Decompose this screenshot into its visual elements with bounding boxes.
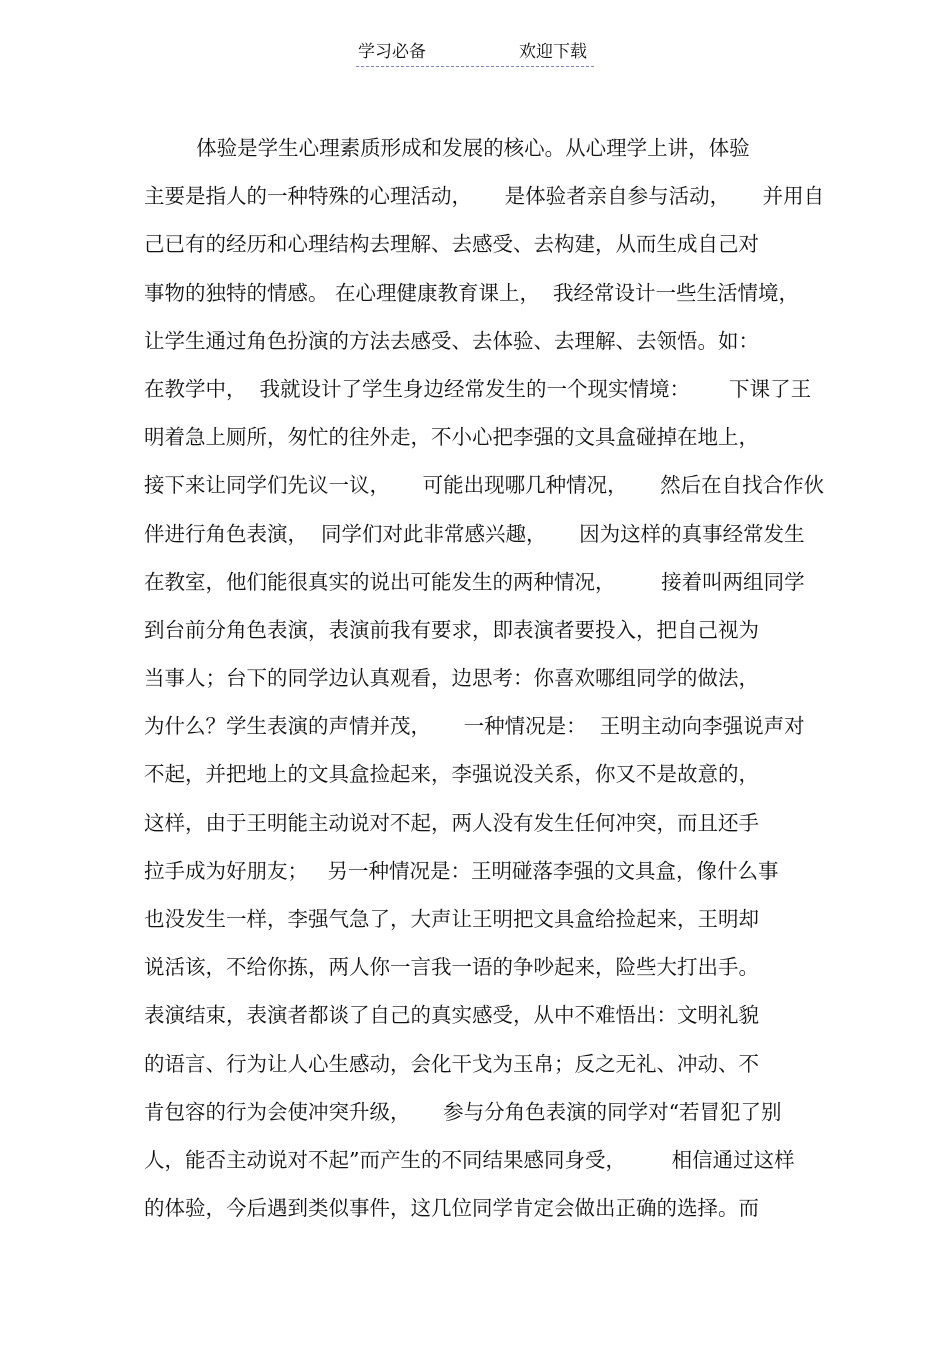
text-line: 接下来让同学们先议一议， 可能出现哪几种情况， 然后在自找合作伙 [144, 473, 825, 498]
text-line: 在教室，他们能很真实的说出可能发生的两种情况， 接着叫两组同学 [144, 569, 805, 594]
text-line: 拉手成为好朋友； 另一种情况是：王明碰落李强的文具盒，像什么事 [144, 858, 779, 883]
text-line: 当事人；台下的同学边认真观看，边思考：你喜欢哪组同学的做法， [144, 666, 759, 691]
header-left-text: 学习必备 [358, 42, 426, 62]
text-line: 体验是学生心理素质形成和发展的核心。从心理学上讲，体验 [144, 136, 750, 160]
text-line: 的语言、行为让人心生感动，会化干戈为玉帛；反之无礼、冲动、不 [144, 1051, 759, 1076]
text-line: 在教学中， 我就设计了学生身边经常发生的一个现实情境： 下课了王 [144, 376, 812, 401]
text-line: 伴进行角色表演， 同学们对此非常感兴趣， 因为这样的真事经常发生 [144, 521, 805, 546]
text-line: 主要是指人的一种特殊的心理活动， 是体验者亲自参与活动， 并用自 [144, 184, 825, 209]
text-line: 人，能否主动说对不起”而产生的不同结果感同身受， 相信通过这样 [144, 1147, 795, 1172]
text-line: 的体验，今后遇到类似事件，这几位同学肯定会做出正确的选择。而 [144, 1196, 759, 1221]
body-paragraph [144, 128, 825, 1236]
text-line: 肯包容的行为会使冲突升级， 参与分角色表演的同学对“若冒犯了别 [144, 1099, 782, 1124]
text-line: 也没发生一样，李强气急了，大声让王明把文具盒给捡起来，王明却 [144, 907, 759, 931]
text-line: 这样，由于王明能主动说对不起，两人没有发生任何冲突，而且还手 [144, 810, 759, 835]
text-line: 不起，并把地上的文具盒捡起来，李强说没关系，你又不是故意的， [144, 762, 759, 787]
text-line: 表演结束，表演者都谈了自己的真实感受，从中不难悟出：文明礼貌 [144, 1003, 759, 1028]
text-line: 到台前分角色表演，表演前我有要求，即表演者要投入，把自己视为 [144, 617, 759, 642]
text-line: 事物的独特的情感。 在心理健康教育课上， 我经常设计一些生活情境， [144, 280, 800, 305]
text-line: 说活该，不给你拣，两人你一言我一语的争吵起来，险些大打出手。 [144, 955, 759, 980]
text-line: 为什么？学生表演的声情并茂， 一种情况是： 王明主动向李强说声对 [144, 714, 805, 739]
page-header [356, 40, 594, 67]
header-right-text: 欢迎下载 [519, 42, 587, 62]
text-line: 明着急上厕所，匆忙的往外走，不小心把李强的文具盒碰掉在地上， [144, 425, 759, 450]
text-line: 让学生通过角色扮演的方法去感受、去体验、去理解、去领悟。如： [144, 328, 759, 353]
text-line: 己已有的经历和心理结构去理解、去感受、去构建，从而生成自己对 [144, 232, 759, 257]
